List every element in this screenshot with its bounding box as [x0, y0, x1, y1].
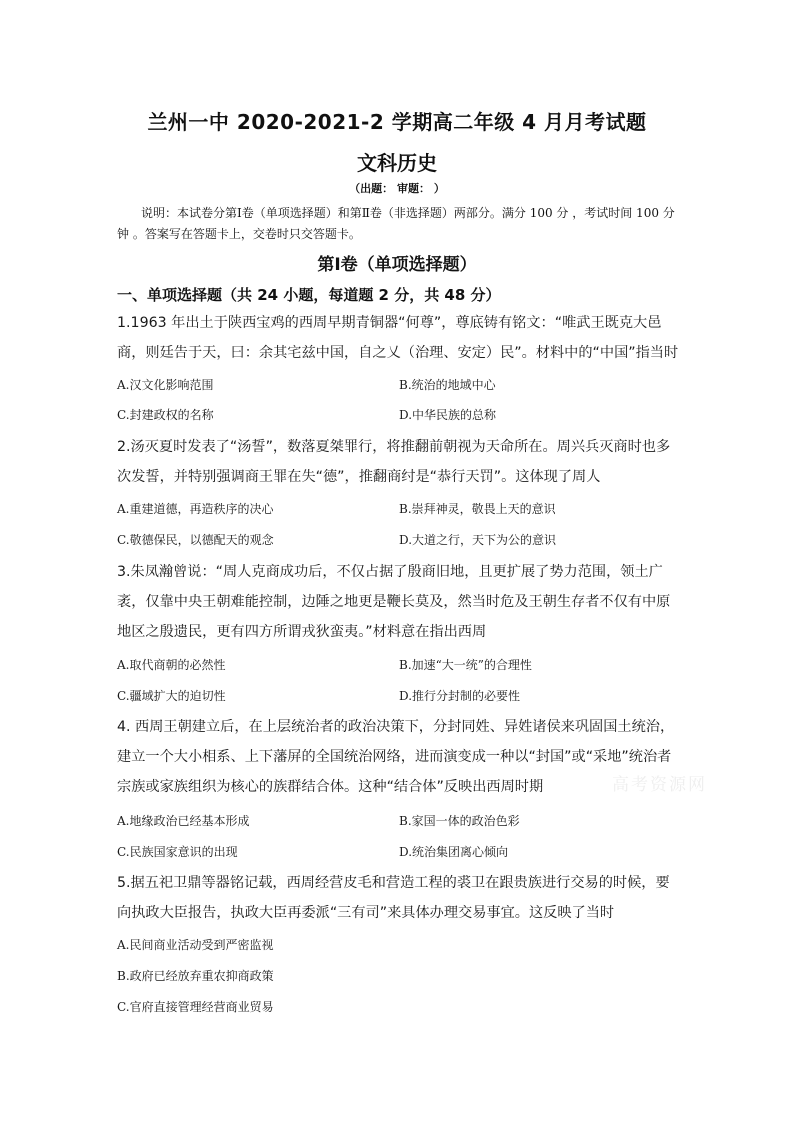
- question-5-option-a: A.民间商业活动受到严密监视: [117, 938, 274, 952]
- question-2-option-c: C.敬德保民，以德配天的观念: [117, 533, 274, 547]
- question-1-stem: 1.1963 年出土于陕西宝鸡的西周早期青铜器“何尊”，尊底铸有铭文：“唯武王既克大邑商，则廷告于天，曰：余其宅兹中国，自之乂（治理、安定）民”。材料中的“中国”指当时: [117, 315, 679, 361]
- question-5-option-c: C.官府直接管理经营商业贸易: [117, 1000, 274, 1014]
- question-2-option-d: D.大道之行，天下为公的意识: [399, 533, 557, 547]
- question-2-option-b: B.崇拜神灵，敬畏上天的意识: [399, 502, 556, 516]
- question-4-option-c: C.民族国家意识的出现: [117, 845, 238, 859]
- question-1-option-b: B.统治的地域中心: [399, 378, 496, 392]
- question-1-option-c: C.封建政权的名称: [117, 408, 214, 422]
- question-3-option-b: B.加速“大一统”的合理性: [399, 658, 532, 672]
- question-3-stem: 3.朱凤瀚曾说：“周人克商成功后，不仅占据了殷商旧地，且更扩展了势力范围，领土广袤，仅靠中央王朝难能控制，边陲之地更是鞭长莫及，然当时危及王朝生存者不仅有中原地区之殷遗民，更有四方所谓戎狄蛮夷。”材料意在指出西周: [117, 564, 671, 640]
- author-line: （出题： 审题： ）: [349, 182, 445, 195]
- question-3-option-d: D.推行分封制的必要性: [399, 689, 521, 703]
- exam-title: 兰州一中 2020-2021-2 学期高二年级 4 月月考试题: [147, 110, 647, 134]
- question-5-stem: 5.据五祀卫鼎等器铭记载，西周经营皮毛和营造工程的裘卫在跟贵族进行交易的时候，要向执政大臣报告，执政大臣再委派“三有司”来具体办理交易事宜。这反映了当时: [117, 875, 670, 921]
- question-1-option-a: A.汉文化影响范围: [117, 378, 214, 392]
- question-4-stem: 4. 西周王朝建立后，在上层统治者的政治决策下，分封同姓、异姓诸侯来巩固国土统治，建立一个大小相系、上下藩屏的全国统治网络，进而演变成一种以“封国”或“采地”统治者宗族或家族组织为核心的族群结合体。这种“结合体”反映出西周时期: [117, 719, 675, 795]
- section-title: 第Ⅰ卷（单项选择题）: [317, 255, 477, 275]
- question-3-option-a: A.取代商朝的必然性: [117, 658, 226, 672]
- question-2-option-a: A.重建道德，再造秩序的决心: [117, 502, 274, 516]
- watermark: 高考资源网: [612, 775, 707, 795]
- question-4-option-d: D.统治集团离心倾向: [399, 845, 509, 859]
- question-5-option-b: B.政府已经放弃重农抑商政策: [117, 969, 274, 983]
- question-1-option-d: D.中华民族的总称: [399, 408, 497, 422]
- exam-instructions: 说明：本试卷分第Ⅰ卷（单项选择题）和第Ⅱ卷（非选择题）两部分。满分 100 分 ，考试时间 100 分钟 。答案写在答题卡上，交卷时只交答题卡。: [117, 206, 675, 241]
- part-title: 一、单项选择题（共 24 小题，每道题 2 分，共 48 分）: [117, 286, 501, 304]
- question-4-option-b: B.家国一体的政治色彩: [399, 814, 520, 828]
- exam-subject: 文科历史: [357, 151, 437, 175]
- question-3-option-c: C.疆域扩大的迫切性: [117, 689, 226, 703]
- question-2-stem: 2.汤灭夏时发表了“汤誓”，数落夏桀罪行，将推翻前朝视为天命所在。周兴兵灭商时也多次发誓，并特别强调商王罪在失“德”，推翻商纣是“恭行天罚”。这体现了周人: [117, 439, 671, 485]
- question-4-option-a: A.地缘政治已经基本形成: [117, 814, 250, 828]
